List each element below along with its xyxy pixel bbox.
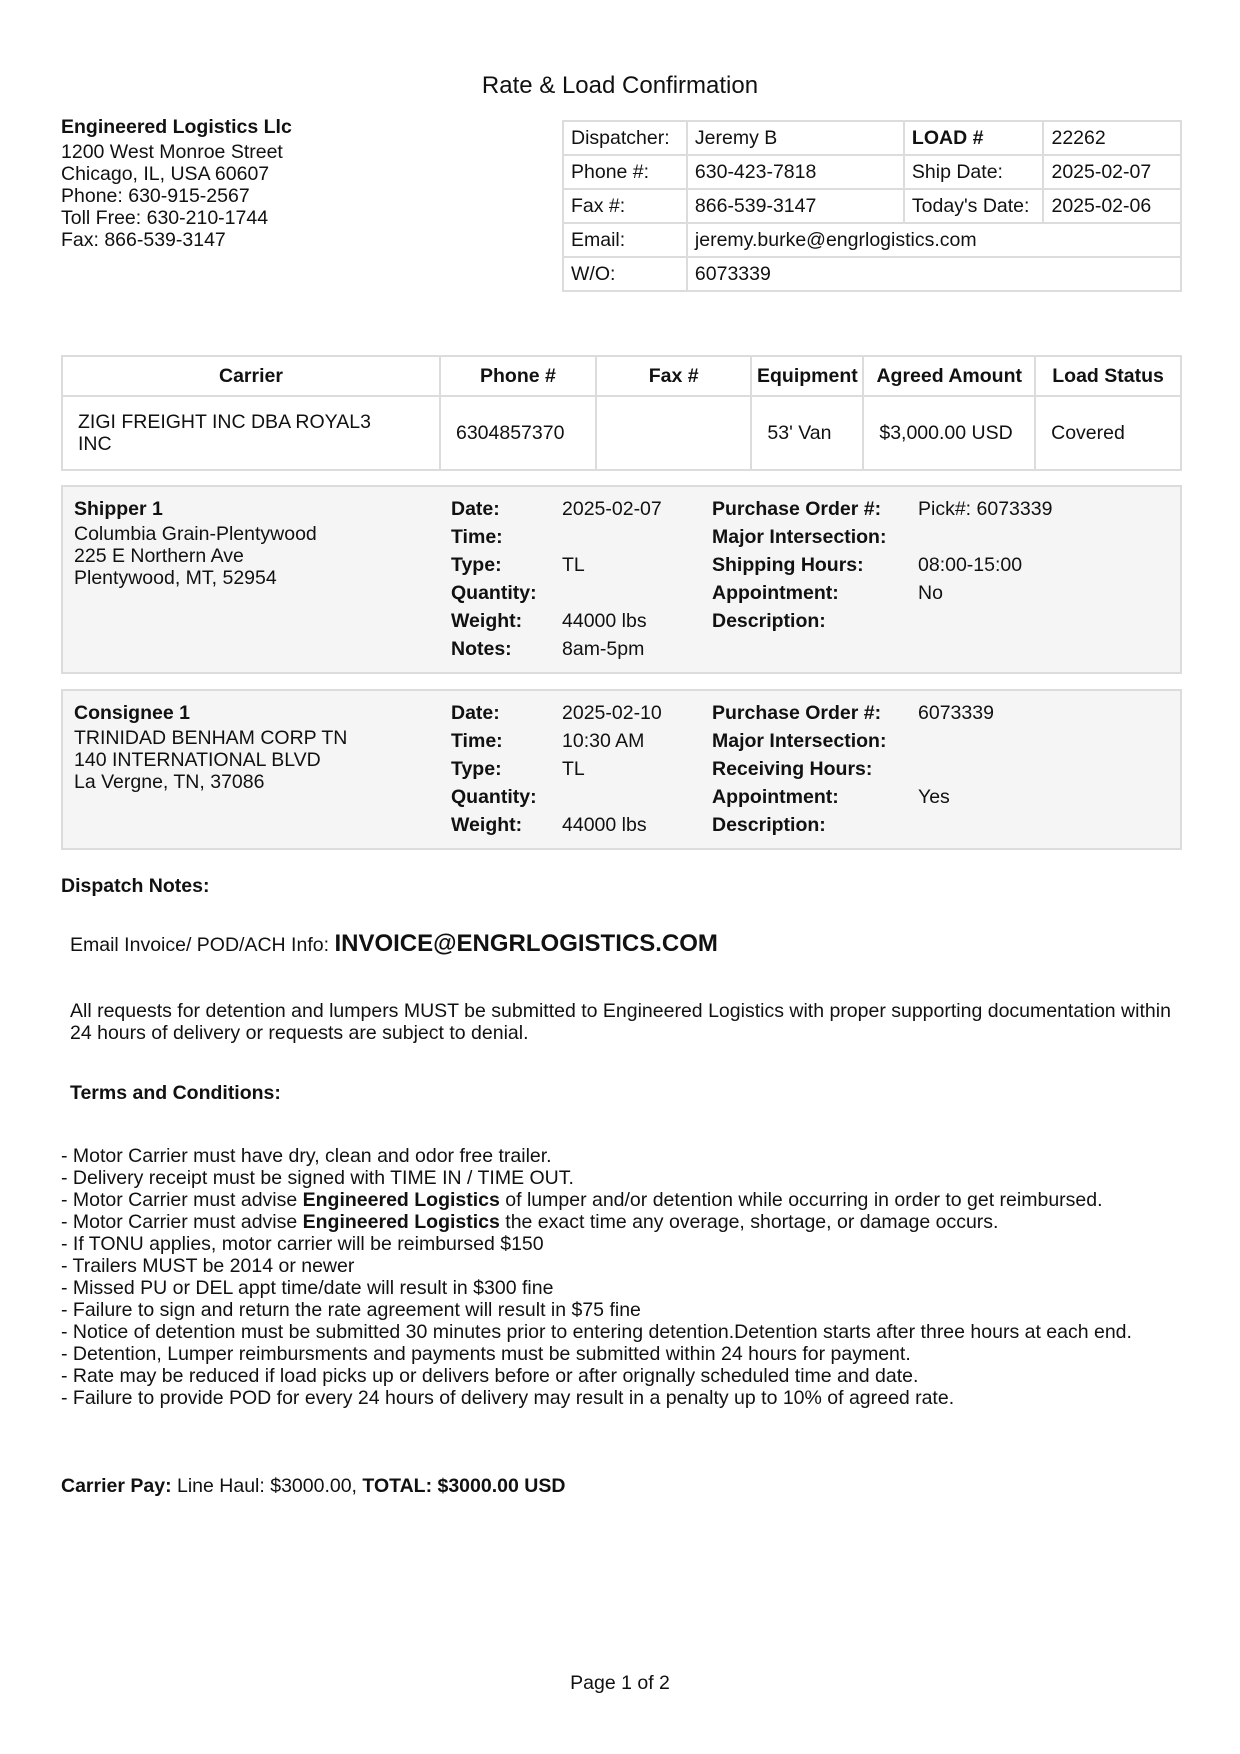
shipper-po: Pick#: 6073339 [918, 498, 1053, 520]
carrier-pay-label: Carrier Pay: [61, 1475, 172, 1497]
carrier-pay-total: TOTAL: $3000.00 USD [362, 1475, 566, 1497]
shipper-intersection [918, 523, 1052, 551]
shipper-quantity [562, 579, 662, 607]
consignee-labels [451, 699, 537, 839]
shipper-hours-label: Shipping Hours: [712, 554, 864, 576]
list-item [61, 1211, 1181, 1233]
company-info [61, 116, 292, 251]
consignee-time-label: Time: [451, 730, 503, 752]
term-text: the exact time any overage, shortage, or damage occurs. [499, 1211, 999, 1233]
list-item [61, 1189, 1181, 1211]
shipper-appointment-label: Appointment: [712, 582, 839, 604]
consignee-weight-label: Weight: [451, 814, 523, 836]
list-item: - Notice of detention must be submitted 30 minutes prior to entering detention.Detention starts after three hours at each end. [61, 1321, 1132, 1343]
detention-policy: All requests for detention and lumpers MUST be submitted to Engineered Logistics with proper supporting documentation within 24 hours of delivery or requests are subject to denial. [70, 1000, 1171, 1044]
company-name: Engineered Logistics Llc [61, 116, 292, 138]
shipper-values [562, 495, 662, 663]
list-item: - Failure to provide POD for every 24 hours of delivery may result in a penalty up to 10% of agreed rate. [61, 1387, 955, 1409]
terms-heading: Terms and Conditions: [70, 1082, 281, 1104]
carrier-pay-line: Line Haul: $3000.00, [171, 1475, 363, 1497]
shipper-type: TL [562, 554, 585, 576]
ship-date-label: Ship Date: [904, 155, 1044, 189]
consignee-date: 2025-02-10 [562, 702, 662, 724]
shipper-weight: 44000 lbs [562, 610, 647, 632]
carrier-equipment: 53' Van [751, 396, 863, 470]
carrier-phone: 6304857370 [440, 396, 596, 470]
shipper-block [61, 485, 1182, 674]
list-item: - Detention, Lumper reimbursments and payments must be submitted within 24 hours for payment. [61, 1343, 911, 1365]
consignee-quantity [562, 783, 662, 811]
shipper-labels [451, 495, 537, 663]
consignee-appointment: Yes [918, 786, 950, 808]
phone-value: 630-423-7818 [687, 155, 904, 189]
list-item: - If TONU applies, motor carrier will be reimbursed $150 [61, 1233, 544, 1255]
today-label: Today's Date: [904, 189, 1044, 223]
consignee-hours [918, 755, 994, 783]
shipper-intersection-label: Major Intersection: [712, 526, 887, 548]
phone-label: Phone #: [563, 155, 687, 189]
wo-label: W/O: [563, 257, 687, 291]
wo-value: 6073339 [687, 257, 1181, 291]
dispatcher-label: Dispatcher: [563, 121, 687, 155]
shipper-date-label: Date: [451, 498, 500, 520]
shipper-notes-label: Notes: [451, 638, 512, 660]
dispatch-notes-heading: Dispatch Notes: [61, 875, 210, 897]
consignee-city: La Vergne, TN, 37086 [74, 771, 265, 793]
fax-label: Fax #: [563, 189, 687, 223]
shipper-description [918, 607, 1052, 635]
consignee-po-label: Purchase Order #: [712, 702, 882, 724]
invoice-email-label: Email Invoice/ POD/ACH Info: [70, 934, 330, 956]
today-value: 2025-02-06 [1043, 189, 1181, 223]
shipper-time-label: Time: [451, 526, 503, 548]
col-header-phone: Phone # [440, 356, 596, 396]
consignee-weight: 44000 lbs [562, 814, 647, 836]
fax-value: 866-539-3147 [687, 189, 904, 223]
consignee-appointment-label: Appointment: [712, 786, 839, 808]
load-value: 22262 [1043, 121, 1181, 155]
col-header-status: Load Status [1035, 356, 1181, 396]
consignee-block [61, 689, 1182, 850]
shipper-description-label: Description: [712, 610, 826, 632]
consignee-time: 10:30 AM [562, 730, 645, 752]
consignee-intersection [918, 727, 994, 755]
list-item: - Failure to sign and return the rate agreement will result in $75 fine [61, 1299, 641, 1321]
shipper-address [74, 495, 317, 589]
term-company: Engineered Logistics [302, 1211, 500, 1233]
shipper-title: Shipper 1 [74, 498, 163, 520]
carrier-pay [61, 1475, 565, 1498]
consignee-intersection-label: Major Intersection: [712, 730, 887, 752]
carrier-amount: $3,000.00 USD [863, 396, 1035, 470]
consignee-po: 6073339 [918, 702, 994, 724]
consignee-values-2 [918, 699, 994, 839]
list-item: - Motor Carrier must have dry, clean and odor free trailer. [61, 1145, 552, 1167]
invoice-email-value[interactable]: INVOICE@ENGRLOGISTICS.COM [334, 930, 718, 957]
list-item: - Rate may be reduced if load picks up or delivers before or after orignally scheduled time and date. [61, 1365, 919, 1387]
email-value[interactable]: jeremy.burke@engrlogistics.com [687, 223, 1181, 257]
document-title: Rate & Load Confirmation [481, 72, 759, 99]
col-header-carrier: Carrier [62, 356, 440, 396]
col-header-fax: Fax # [596, 356, 751, 396]
consignee-description [918, 811, 994, 839]
carrier-table [61, 355, 1182, 471]
consignee-type: TL [562, 758, 585, 780]
terms-list [61, 1145, 1181, 1409]
shipper-notes: 8am-5pm [562, 638, 645, 660]
dispatch-table [562, 120, 1182, 292]
shipper-time [562, 523, 662, 551]
carrier-header-row [62, 356, 1181, 396]
company-fax: Fax: 866-539-3147 [61, 229, 226, 251]
ship-date-value: 2025-02-07 [1043, 155, 1181, 189]
shipper-quantity-label: Quantity: [451, 582, 537, 604]
consignee-hours-label: Receiving Hours: [712, 758, 873, 780]
term-text: - Motor Carrier must advise [61, 1189, 303, 1211]
consignee-labels-2 [712, 699, 886, 839]
list-item: - Delivery receipt must be signed with TIME IN / TIME OUT. [61, 1167, 574, 1189]
carrier-fax [596, 396, 751, 470]
table-row [62, 396, 1181, 470]
consignee-address [74, 699, 347, 793]
shipper-labels-2 [712, 495, 886, 635]
consignee-values [562, 699, 662, 839]
consignee-quantity-label: Quantity: [451, 786, 537, 808]
company-tollfree: Toll Free: 630-210-1744 [61, 207, 269, 229]
shipper-street: 225 E Northern Ave [74, 545, 244, 567]
company-city: Chicago, IL, USA 60607 [61, 163, 270, 185]
shipper-values-2 [918, 495, 1052, 635]
carrier-name: ZIGI FREIGHT INC DBA ROYAL3 INC [62, 396, 440, 470]
page-number: Page 1 of 2 [570, 1672, 670, 1694]
consignee-street: 140 INTERNATIONAL BLVD [74, 749, 321, 771]
consignee-name: TRINIDAD BENHAM CORP TN [74, 727, 348, 749]
list-item: - Missed PU or DEL appt time/date will result in $300 fine [61, 1277, 554, 1299]
carrier-status: Covered [1035, 396, 1181, 470]
consignee-date-label: Date: [451, 702, 500, 724]
term-company: Engineered Logistics [302, 1189, 500, 1211]
shipper-hours: 08:00-15:00 [918, 554, 1023, 576]
col-header-equipment: Equipment [751, 356, 863, 396]
company-phone: Phone: 630-915-2567 [61, 185, 250, 207]
list-item: - Trailers MUST be 2014 or newer [61, 1255, 355, 1277]
invoice-email-line [70, 930, 718, 958]
shipper-appointment: No [918, 582, 943, 604]
consignee-title: Consignee 1 [74, 702, 190, 724]
email-label: Email: [563, 223, 687, 257]
consignee-description-label: Description: [712, 814, 826, 836]
col-header-amount: Agreed Amount [863, 356, 1035, 396]
shipper-po-label: Purchase Order #: [712, 498, 882, 520]
term-text: of lumper and/or detention while occurring in order to get reimbursed. [499, 1189, 1103, 1211]
shipper-city: Plentywood, MT, 52954 [74, 567, 277, 589]
company-street: 1200 West Monroe Street [61, 141, 283, 163]
shipper-type-label: Type: [451, 554, 502, 576]
load-label: LOAD # [904, 121, 1044, 155]
shipper-date: 2025-02-07 [562, 498, 662, 520]
shipper-name: Columbia Grain-Plentywood [74, 523, 317, 545]
term-text: - Motor Carrier must advise [61, 1211, 303, 1233]
consignee-type-label: Type: [451, 758, 502, 780]
shipper-weight-label: Weight: [451, 610, 523, 632]
dispatcher-value: Jeremy B [687, 121, 904, 155]
